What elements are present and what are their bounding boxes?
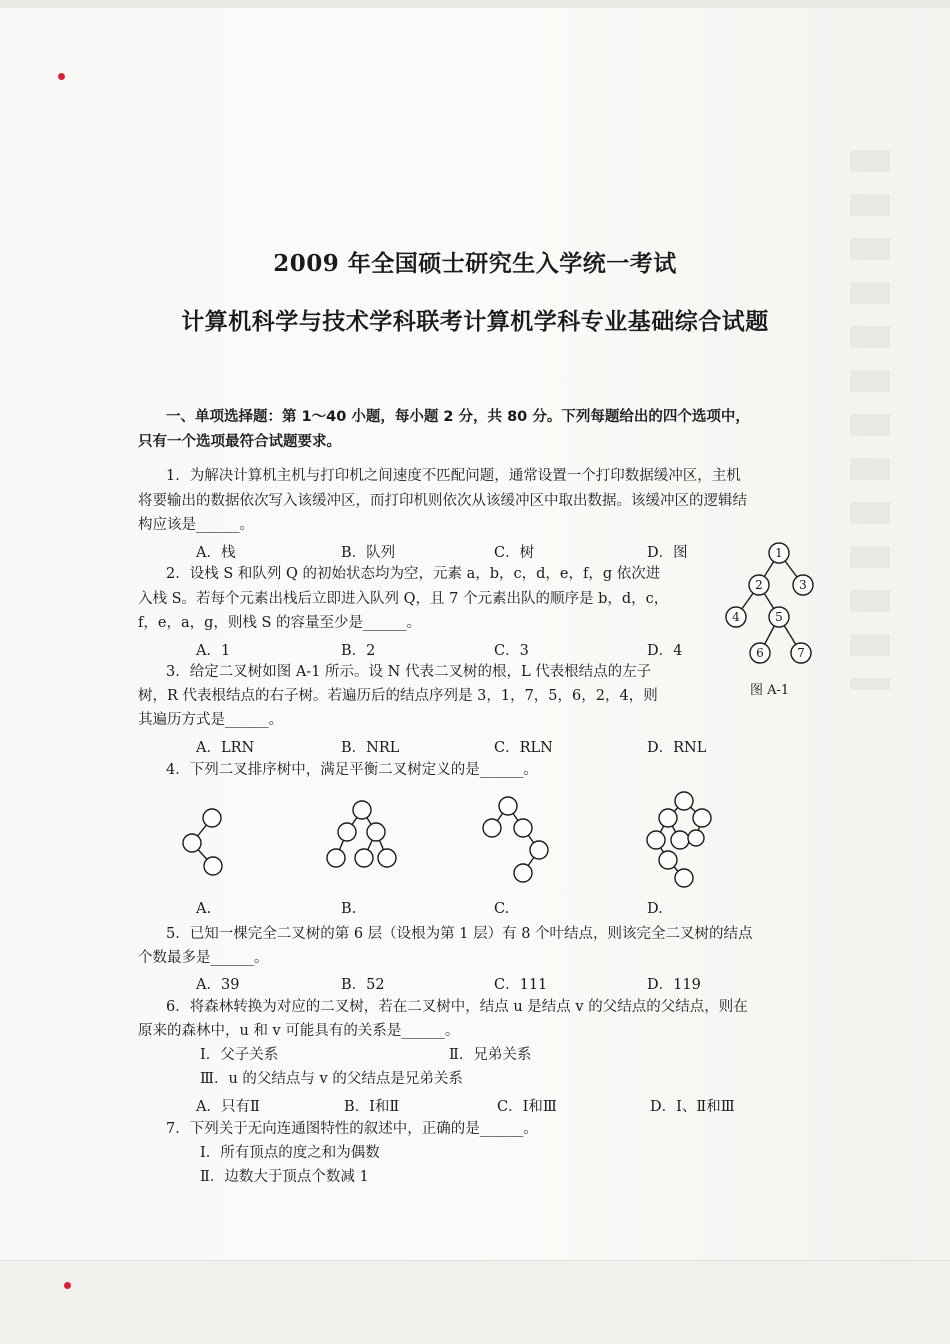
q5-option-c: C．111 — [494, 977, 548, 993]
q5-option-d: D．119 — [647, 977, 701, 993]
q4-label-b: B. — [341, 901, 357, 917]
q3-text-line1: 3．给定二叉树如图 A-1 所示。设 N 代表二叉树的根，L 代表根结点的左子 — [166, 664, 652, 680]
node-1-label: 1 — [775, 546, 783, 560]
scan-bottom-edge — [0, 1260, 950, 1344]
q2-option-c: C．3 — [494, 643, 529, 659]
q6-option-d: D．Ⅰ、Ⅱ和Ⅲ — [650, 1099, 735, 1115]
q6-item-2: Ⅱ．兄弟关系 — [449, 1047, 532, 1063]
q4-label-a: A. — [196, 901, 212, 917]
node-5-label: 5 — [775, 610, 783, 624]
q4-label-c: C. — [494, 901, 510, 917]
q5-text-line2: 个数最多是______。 — [138, 950, 269, 966]
q6-text-line2: 原来的森林中，u 和 v 可能具有的关系是______。 — [138, 1023, 460, 1039]
q6-option-b: B．Ⅰ和Ⅱ — [344, 1099, 400, 1115]
q6-text-line1: 6．将森林转换为对应的二叉树，若在二叉树中，结点 u 是结点 v 的父结点的父结点，则在 — [166, 999, 748, 1015]
q4-label-d: D. — [647, 901, 663, 917]
q3-option-d: D．RNL — [647, 740, 707, 756]
q2-text-line2: 入栈 S。若每个元素出栈后立即进入队列 Q，且 7 个元素出队的顺序是 b，d，c， — [138, 591, 669, 607]
q2-text-line3: f，e，a，g，则栈 S 的容量至少是______。 — [138, 615, 422, 631]
q1-text-line2: 将要输出的数据依次写入该缓冲区，而打印机则依次从该缓冲区中取出数据。该缓冲区的逻辑结 — [138, 493, 747, 509]
node-3-label: 3 — [799, 578, 807, 592]
q7-item-1: Ⅰ．所有顶点的度之和为偶数 — [200, 1145, 380, 1161]
q1-option-c: C．树 — [494, 545, 535, 561]
q3-option-a: A．LRN — [196, 740, 255, 756]
node-4-label: 4 — [732, 610, 740, 624]
q6-item-3: Ⅲ．u 的父结点与 v 的父结点是兄弟关系 — [200, 1071, 463, 1087]
q3-option-c: C．RLN — [494, 740, 553, 756]
q1-option-d: D．图 — [647, 545, 688, 561]
q1-option-a: A．栈 — [196, 545, 236, 561]
q4-tree-b — [320, 795, 400, 885]
q4-text-line1: 4．下列二叉排序树中，满足平衡二叉树定义的是______。 — [166, 762, 538, 778]
q3-option-b: B．NRL — [341, 740, 400, 756]
q5-option-a: A．39 — [196, 977, 240, 993]
node-7-label: 7 — [797, 646, 805, 660]
q4-tree-c — [475, 793, 560, 888]
node-2-label: 2 — [755, 578, 763, 592]
q4-tree-d — [640, 788, 730, 888]
q3-text-line3: 其遍历方式是______。 — [138, 712, 283, 728]
q5-text-line1: 5．已知一棵完全二叉树的第 6 层（设根为第 1 层）有 8 个叶结点，则该完全二叉树的结点 — [166, 926, 753, 942]
q5-option-b: B．52 — [341, 977, 385, 993]
q4-tree-a — [180, 800, 240, 885]
figure-a1-binary-tree — [720, 540, 830, 675]
red-mark-top — [58, 73, 65, 80]
q6-option-c: C．Ⅰ和Ⅲ — [497, 1099, 557, 1115]
q2-option-a: A．1 — [196, 643, 231, 659]
q6-item-1: Ⅰ．父子关系 — [200, 1047, 279, 1063]
bleed-through-shadow — [850, 150, 890, 690]
q6-option-a: A．只有Ⅱ — [196, 1099, 260, 1115]
scan-top-edge — [0, 0, 950, 8]
q2-text-line1: 2．设栈 S 和队列 Q 的初始状态均为空，元素 a，b，c，d，e，f，g 依次进 — [166, 566, 661, 582]
q1-option-b: B．队列 — [341, 545, 396, 561]
q3-text-line2: 树，R 代表根结点的右子树。若遍历后的结点序列是 3，1，7，5，6，2，4，则 — [138, 688, 658, 704]
section-heading-line2: 只有一个选项最符合试题要求。 — [138, 434, 341, 450]
red-mark-bottom — [64, 1282, 71, 1289]
section-heading-line1: 一、单项选择题：第 1～40 小题，每小题 2 分，共 80 分。下列每题给出的四个选项中， — [166, 409, 750, 425]
node-6-label: 6 — [756, 646, 764, 660]
exam-title: 2009 年全国硕士研究生入学统一考试 — [273, 250, 677, 277]
q7-item-2: Ⅱ．边数大于顶点个数减 1 — [200, 1169, 369, 1185]
q1-text-line1: 1．为解决计算机主机与打印机之间速度不匹配问题，通常设置一个打印数据缓冲区，主机 — [166, 468, 741, 484]
exam-subtitle: 计算机科学与技术学科联考计算机学科专业基础综合试题 — [181, 308, 769, 335]
q2-option-b: B．2 — [341, 643, 376, 659]
q1-text-line3: 构应该是______。 — [138, 517, 254, 533]
figure-a1-caption: 图 A-1 — [750, 683, 790, 698]
q7-text-line1: 7．下列关于无向连通图特性的叙述中，正确的是______。 — [166, 1121, 538, 1137]
q2-option-d: D．4 — [647, 643, 683, 659]
